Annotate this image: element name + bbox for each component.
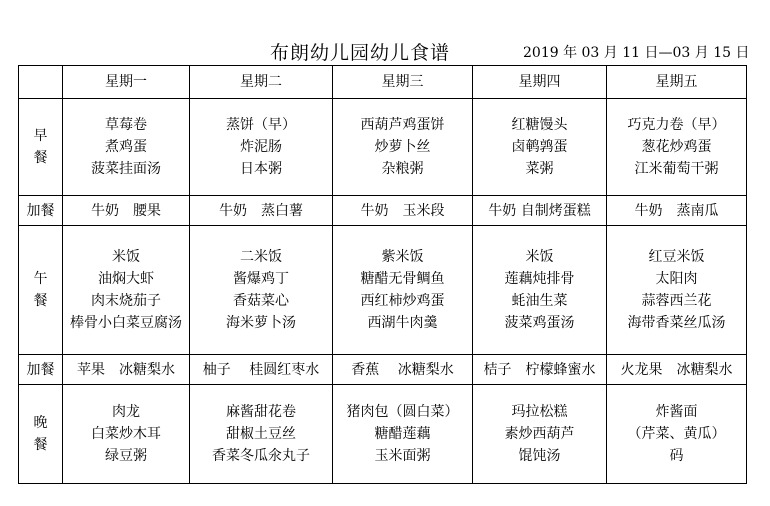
meal-row-dinner: [19, 385, 747, 484]
dish-item: 红豆米饭: [648, 249, 705, 265]
dish-item: 麻酱甜花卷: [226, 404, 296, 420]
menu-cell: [473, 385, 607, 484]
menu-cell: [473, 226, 607, 355]
menu-cell: [607, 99, 747, 196]
menu-cell: [63, 99, 190, 196]
dish-item: 江米葡萄干粥: [634, 161, 719, 177]
dish-item: 莲藕炖排骨: [504, 271, 575, 287]
menu-cell: [190, 385, 333, 484]
menu-cell: [190, 355, 333, 385]
dish-item: 玛拉松糕: [511, 404, 568, 420]
dish-item: 牛奶 玉米段: [360, 202, 445, 219]
dish-item: 煮鸡蛋: [105, 139, 147, 155]
menu-cell: [190, 196, 333, 226]
menu-cell: [607, 226, 747, 355]
dish-item: 玉米面粥: [374, 448, 431, 464]
dish-item: 炒萝卜丝: [374, 139, 431, 155]
dish-item: 糖醋莲藕: [374, 426, 431, 442]
menu-cell: [607, 355, 747, 385]
meal-label-text: 餐: [33, 437, 48, 453]
dish-item: 菠菜鸡蛋汤: [504, 315, 575, 331]
day-header: 星期四: [473, 66, 607, 99]
dish-item: 香菜冬瓜氽丸子: [212, 448, 310, 464]
menu-cell: [63, 226, 190, 355]
dish-item: 牛奶 自制烤蛋糕: [488, 202, 591, 219]
dish-item: 肉龙: [112, 404, 140, 420]
menu-cell: [607, 196, 747, 226]
dish-item: 香蕉 冰糖梨水: [351, 361, 454, 378]
menu-cell: [333, 355, 473, 385]
day-header: 星期一: [63, 66, 190, 99]
dish-item: 甜椒土豆丝: [226, 426, 296, 442]
menu-title: 布朗幼儿园幼儿食谱: [270, 42, 451, 64]
date-range: 2019 年 03 月 11 日—03 月 15 日: [523, 45, 750, 61]
dish-item: 米饭: [112, 249, 140, 265]
menu-cell: [473, 196, 607, 226]
dish-item: 西湖牛肉羹: [367, 315, 438, 331]
dish-item: 棒骨小白菜豆腐汤: [70, 315, 182, 331]
dish-item: 火龙果 冰糖梨水: [620, 361, 733, 378]
dish-item: 馄饨汤: [518, 448, 561, 464]
menu-cell: [190, 99, 333, 196]
dish-item: 太阳肉: [655, 271, 698, 287]
dish-item: 牛奶 腰果: [91, 202, 161, 219]
weekly-menu-table: [18, 65, 747, 484]
meal-label-text: 早: [33, 128, 48, 144]
dish-item: 绿豆粥: [105, 448, 147, 464]
dish-item: 米饭: [525, 249, 554, 265]
dish-item: 蒸饼（早）: [226, 117, 296, 133]
menu-cell: [473, 99, 607, 196]
dish-item: 柚子 桂圆红枣水: [202, 361, 320, 378]
meal-label: [19, 355, 63, 385]
dish-item: 酱爆鸡丁: [233, 271, 289, 287]
dish-item: 牛奶 蒸白薯: [219, 202, 303, 219]
menu-cell: [473, 355, 607, 385]
dish-item: 猪肉包（圆白菜）: [346, 404, 459, 420]
dish-item: 红糖馒头: [511, 117, 568, 133]
dish-item: 海米萝卜汤: [226, 315, 296, 331]
meal-label-text: 午: [33, 271, 48, 287]
dish-item: 糖醋无骨鲷鱼: [360, 271, 445, 287]
dish-item: 蚝油生菜: [511, 293, 568, 309]
dish-item: 炸酱面: [655, 404, 698, 420]
dish-item: 菠菜挂面汤: [91, 161, 161, 177]
dish-item: 炸泥肠: [240, 139, 282, 155]
menu-cell: [63, 355, 190, 385]
dish-item: 肉末烧茄子: [91, 293, 161, 309]
meal-label: [19, 226, 63, 355]
dish-item: 香菇菜心: [233, 293, 289, 309]
day-header: 星期二: [190, 66, 333, 99]
dish-item: 白菜炒木耳: [91, 426, 161, 442]
dish-item: 卤鹌鹑蛋: [511, 139, 568, 155]
dish-item: 西红柿炒鸡蛋: [360, 293, 445, 309]
dish-item: 杂粮粥: [381, 161, 424, 177]
menu-cell: [333, 385, 473, 484]
day-header: 星期三: [333, 66, 473, 99]
dish-item: 巧克力卷（早）: [627, 117, 726, 133]
meal-label-text: 加餐: [26, 361, 55, 378]
menu-cell: [190, 226, 333, 355]
menu-cell: [607, 385, 747, 484]
meal-label: [19, 99, 63, 196]
dish-item: 葱花炒鸡蛋: [641, 139, 712, 155]
dish-item: （芹菜、黄瓜）: [627, 426, 726, 442]
menu-cell: [63, 385, 190, 484]
meal-label: [19, 196, 63, 226]
meal-label-text: 餐: [33, 150, 48, 166]
dish-item: 码: [669, 448, 684, 464]
meal-label-text: 加餐: [26, 202, 55, 219]
dish-item: 菜粥: [525, 161, 554, 177]
menu-cell: [333, 99, 473, 196]
menu-cell: [333, 226, 473, 355]
meal-label-text: 餐: [33, 293, 48, 309]
dish-item: 桔子 柠檬蜂蜜水: [483, 361, 596, 378]
dish-item: 日本粥: [240, 161, 282, 177]
meal-row-snack-pm: [19, 355, 747, 385]
meal-label: [19, 385, 63, 484]
header-row: [19, 66, 747, 99]
dish-item: 牛奶 蒸南瓜: [634, 202, 719, 219]
dish-item: 草莓卷: [105, 117, 147, 133]
dish-item: 二米饭: [240, 249, 282, 265]
meal-row-lunch: [19, 226, 747, 355]
dish-item: 海带香菜丝瓜汤: [627, 315, 726, 331]
corner-cell: [19, 66, 63, 99]
dish-item: 苹果 冰糖梨水: [77, 361, 175, 378]
meal-label-text: 晚: [33, 415, 48, 431]
menu-cell: [333, 196, 473, 226]
dish-item: 紫米饭: [381, 249, 424, 265]
dish-item: 蒜蓉西兰花: [641, 293, 712, 309]
dish-item: 素炒西葫芦: [504, 426, 575, 442]
dish-item: 油焖大虾: [98, 271, 154, 287]
meal-row-snack-am: [19, 196, 747, 226]
day-header: 星期五: [607, 66, 747, 99]
dish-item: 西葫芦鸡蛋饼: [360, 117, 445, 133]
menu-cell: [63, 196, 190, 226]
meal-row-breakfast: [19, 99, 747, 196]
